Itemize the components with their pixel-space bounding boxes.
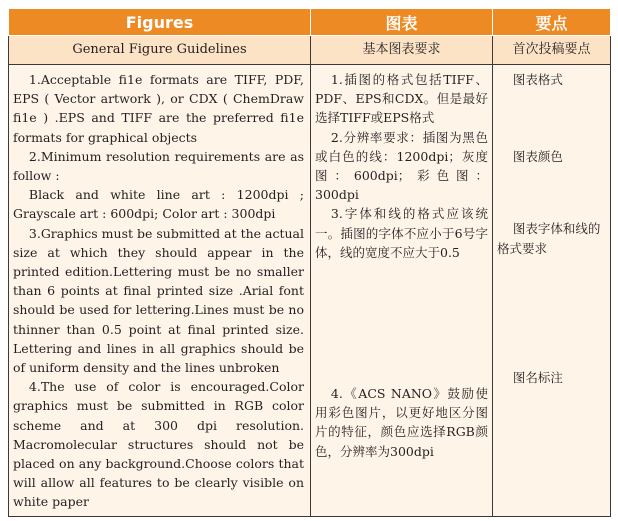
header-figures: Figures (9, 9, 311, 36)
header-tubiao: 图表 (311, 9, 493, 36)
header-row (9, 9, 611, 36)
english-item-2-detail: Black and white line art : 1200dpi ; Grayscale art : 600dpi; Color art : 300dpi (13, 187, 304, 222)
english-item-3: 3.Graphics must be submitted at the actual size at which they should appear in the printed edition.Lettering must be no smaller than 6 points at final printed size .Arial font should be used for lettering.Lines must be no thinner than 0.5 point at final printed size. Lettering and lines in all graphics should be of uniform density and the lines unbroken (13, 225, 304, 376)
chinese-item-2: 2.分辨率要求：插图为黑色或白色的线：1200dpi；灰度图：600dpi；彩色图：300dpi (315, 129, 488, 203)
spacer (497, 258, 606, 368)
point-1: 图表格式 (512, 72, 563, 87)
subheader-row (9, 36, 611, 65)
spacer (497, 89, 606, 147)
english-item-4: 4.The use of color is encouraged.Color graphics must be submitted in RGB color scheme and at 300 dpi resolution. Macromolecular structures should not be placed on any background.Choose colors that will allow all features to be clearly visible on white paper (13, 379, 304, 510)
subheader-first-submission: 首次投稿要点 (493, 36, 611, 65)
content-row (9, 65, 611, 517)
spacer (315, 262, 488, 384)
spacer (497, 166, 606, 219)
chinese-item-1: 1.插图的格式包括TIFF、PDF、EPS和CDX。但是最好选择TIFF或EPS格式 (315, 72, 488, 126)
chinese-item-4: 4.《ACS NANO》鼓励使用彩色图片，以更好地区分图片的特征，颜色应选择RGB颜色，分辨率为300dpi (315, 386, 488, 459)
figure-guidelines-table (8, 8, 611, 517)
point-3: 图表字体和线的格式要求 (497, 221, 601, 256)
key-points-cell (493, 65, 611, 517)
english-item-1: 1.Acceptable fi1e formats are TIFF, PDF, EPS ( Vector artwork ), or CDX ( ChemDraw fi1e ) .EPS and TIFF are the preferred fi1e formats for graphical objects (13, 72, 304, 145)
english-item-2: 2.Minimum resolution requirements are as follow : (13, 148, 304, 184)
point-2: 图表颜色 (512, 149, 563, 165)
point-4: 图名标注 (512, 369, 563, 385)
english-guidelines-cell (9, 65, 311, 517)
subheader-basic-requirements: 基本图表要求 (311, 36, 493, 65)
chinese-item-3: 3.字体和线的格式应该统一。插图的字体不应小于6号字体，线的宽度不应大于0.5 (315, 206, 488, 260)
chinese-requirements-cell (311, 65, 493, 517)
subheader-general: General Figure Guidelines (9, 36, 311, 65)
header-yaodian: 要点 (493, 9, 611, 36)
